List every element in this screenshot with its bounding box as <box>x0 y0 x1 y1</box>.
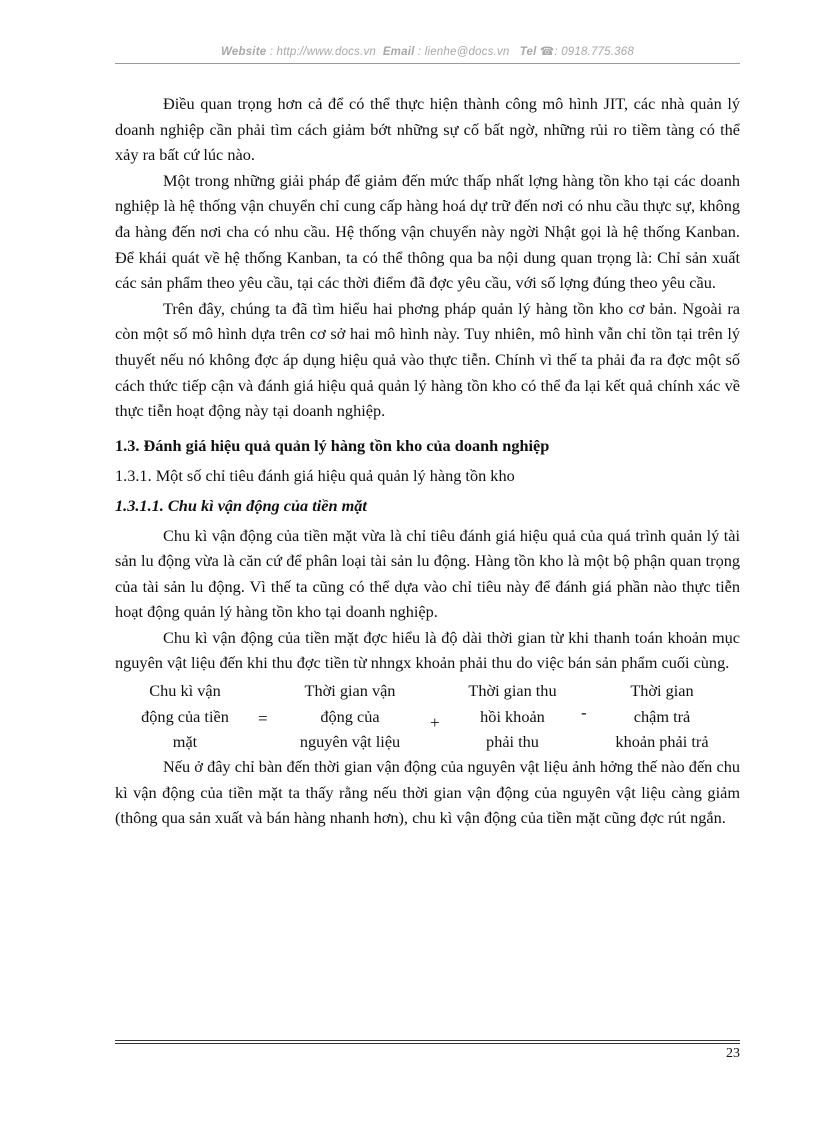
website-label: Website <box>221 46 267 58</box>
formula-term-line: hồi khoản <box>480 706 545 726</box>
formula-term-material-time <box>280 678 420 755</box>
email-label: Email <box>382 46 415 58</box>
cash-cycle-formula <box>115 678 740 754</box>
formula-term-line: khoản phải trả <box>615 732 709 752</box>
heading-section-1-3-1: 1.3.1. Một số chỉ tiêu đánh giá hiệu quả quản lý hàng tồn kho <box>115 466 515 486</box>
formula-term-receivable-time <box>445 678 580 755</box>
footer-divider-top <box>115 1040 740 1041</box>
page-header <box>115 44 740 58</box>
tel-value: ☎: 0918.775.368 <box>539 46 634 58</box>
paragraph-cash-cycle-definition: Chu kì vận động của tiền mặt đợc hiểu là độ dài thời gian từ khi thanh toán khoản mục nguyên vật liệu đến khi thu đợc tiền từ nhngx khoản phải thu do việc bán sản phẩm cuối cùng. <box>115 627 740 673</box>
formula-term-line: động của tiền <box>141 706 229 726</box>
heading-section-1-3-1-1: 1.3.1.1. Chu kì vận động của tiền mặt <box>115 495 367 515</box>
formula-plus-sign: + <box>430 713 440 733</box>
header-divider <box>115 63 740 64</box>
tel-label: Tel <box>519 46 537 58</box>
formula-term-line: Thời gian thu <box>468 681 557 701</box>
formula-term-payable-time <box>597 678 727 755</box>
formula-term-line: Thời gian vận <box>304 681 396 701</box>
formula-term-line: nguyên vật liệu <box>299 732 401 752</box>
email-value: : lienhe@docs.vn <box>417 46 510 58</box>
formula-term-cash-cycle <box>115 678 255 755</box>
paragraph-cash-cycle: Chu kì vận động của tiền mặt vừa là chỉ tiêu đánh giá hiệu quả của quá trình quản lý tài sản lu động vừa là căn cứ để phân loại tài sản lu động. Hàng tồn kho là một bộ phận quan trọng của tài sản lu động. Vì thế ta cũng có thể dựa vào chỉ tiêu này để đánh giá phần nào thực tiễn hoạt động quản lý hàng tồn kho tại doanh nghiệp. <box>115 525 740 622</box>
heading-section-1-3: 1.3. Đánh giá hiệu quả quản lý hàng tồn kho của doanh nghiệp <box>115 435 550 455</box>
formula-term-line: Thời gian <box>630 681 694 701</box>
formula-minus-sign: - <box>581 703 587 723</box>
formula-equals-sign: = <box>258 709 268 729</box>
page-number: 23 <box>726 1046 740 1061</box>
formula-term-line: mặt <box>172 732 198 752</box>
formula-term-line: chậm trả <box>633 706 691 726</box>
formula-term-line: phải thu <box>486 732 539 752</box>
paragraph-material-impact: Nếu ở đây chỉ bàn đến thời gian vận động của nguyên vật liệu ảnh hởng thế nào đến chu kì vận động của tiền mặt ta thấy rằng nếu thời gian vận động của nguyên vật liệu càng giảm (thông qua sản xuất và bán hàng nhanh hơn), chu kì vận động của tiền mặt cũng đợc rút ngắn. <box>115 757 740 828</box>
paragraph-jit: Điều quan trọng hơn cả để có thể thực hiện thành công mô hình JIT, các nhà quản lý doanh nghiệp cần phải tìm cách giảm bớt những sự cố bất ngờ, những rủi ro tiềm tàng có thể xảy ra bất cứ lúc nào. <box>115 94 740 165</box>
formula-term-line: Chu kì vận <box>149 681 221 701</box>
footer-divider-bottom <box>115 1043 740 1044</box>
page-body <box>115 91 740 831</box>
paragraph-kanban: Một trong những giải pháp để giảm đến mức thấp nhất lợng hàng tồn kho tại các doanh nghiệp là hệ thống vận chuyển chỉ cung cấp hàng hoá dự trữ đến nơi có nhu cầu thực sự, không đa hàng đến nơi cha có nhu cầu. Hệ thống vận chuyển này ngời Nhật gọi là hệ thống Kanban. Để khái quát về hệ thống Kanban, ta có thể thông qua ba nội dung quan trọng là: Chỉ sản xuất các sản phẩm theo yêu cầu, tại các thời điểm đã đợc yêu cầu, với số lợng đúng theo yêu cầu. <box>115 170 740 293</box>
paragraph-methods: Trên đây, chúng ta đã tìm hiểu hai phơng pháp quản lý hàng tồn kho cơ bản. Ngoài ra còn một số mô hình dựa trên cơ sở hai mô hình này. Tuy nhiên, mô hình vẫn chỉ tồn tại trên lý thuyết nếu nó không đợc áp dụng hiệu quả vào thực tiễn. Chính vì thế ta phải đa ra đợc một số cách thức tiếp cận và đánh giá hiệu quả quản lý hàng tồn kho có thể đa lại kết quả chính xác về thực tiễn hoạt động này tại doanh nghiệp. <box>115 298 740 421</box>
formula-term-line: động của <box>320 706 380 726</box>
website-value: : http://www.docs.vn <box>269 46 377 58</box>
